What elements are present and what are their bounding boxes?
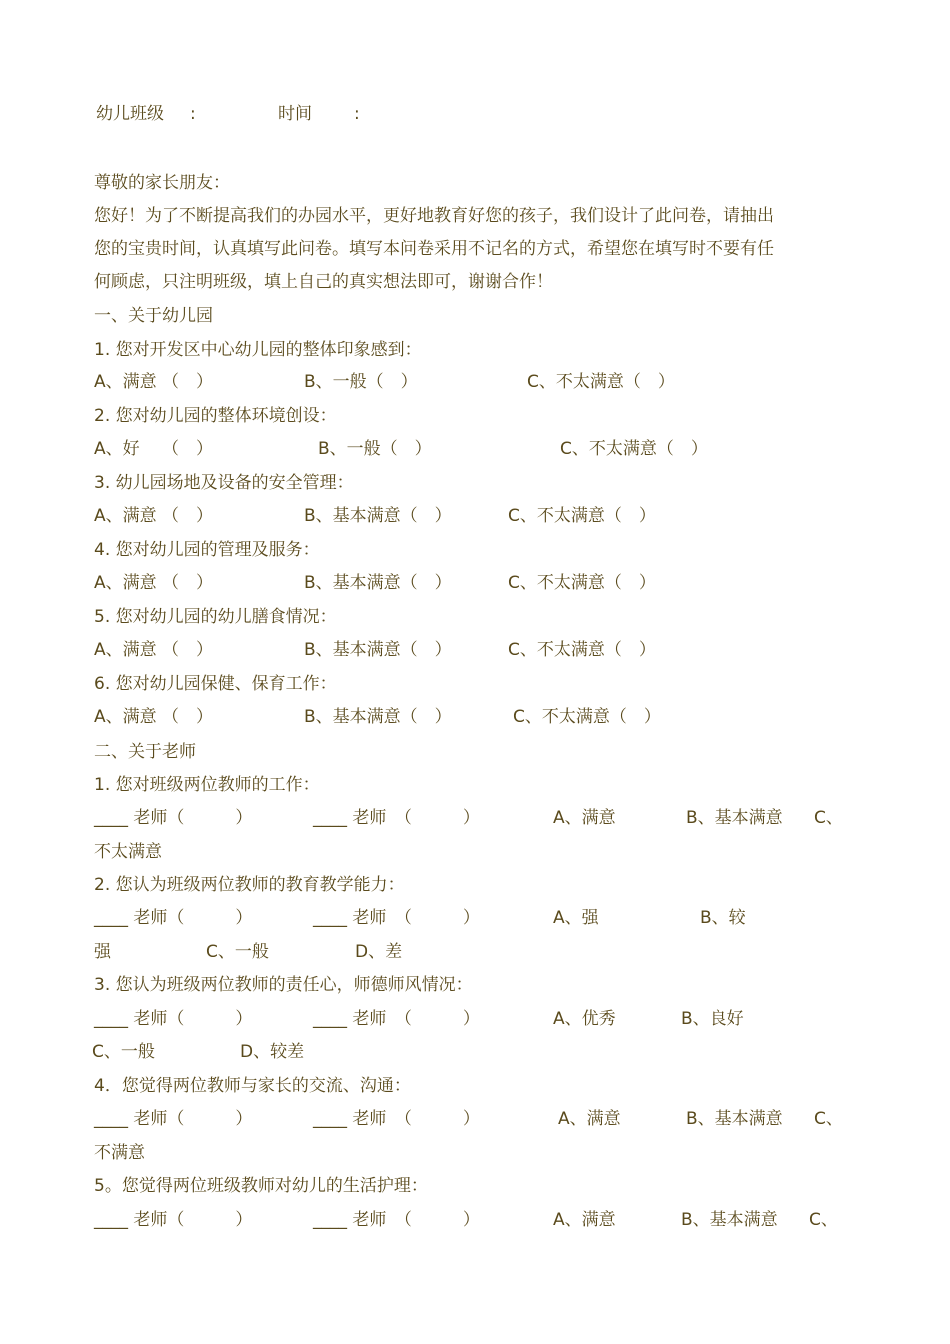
option-c[interactable]: C、 bbox=[814, 808, 843, 828]
teacher-blank-1[interactable]: ____ 老师（ ） bbox=[94, 1009, 253, 1029]
option-a[interactable]: A、强 bbox=[553, 908, 599, 928]
question-text: 5。您觉得两位班级教师对幼儿的生活护理： bbox=[94, 1176, 428, 1196]
option-b[interactable]: B、较 bbox=[700, 908, 746, 928]
answer-options-row bbox=[0, 906, 950, 930]
question-text: 1. 您对班级两位教师的工作： bbox=[94, 775, 320, 795]
question-text: 2. 您对幼儿园的整体环境创设： bbox=[94, 406, 337, 426]
option-c[interactable]: C、一般 bbox=[92, 1042, 155, 1062]
option-b[interactable]: B、一般（ ） bbox=[318, 439, 432, 459]
answer-options-row bbox=[0, 370, 950, 394]
option-a[interactable]: A、满意 bbox=[553, 808, 616, 828]
option-a[interactable]: A、满意 （ ） bbox=[94, 372, 214, 392]
time-label: 时间 bbox=[278, 104, 312, 124]
class-label: 幼儿班级 bbox=[96, 104, 164, 124]
option-c[interactable]: C、一般 bbox=[206, 942, 269, 962]
answer-options-row bbox=[0, 1107, 950, 1131]
question-text: 6. 您对幼儿园保健、保育工作： bbox=[94, 674, 337, 694]
answer-options-row bbox=[0, 806, 950, 830]
option-d[interactable]: D、较差 bbox=[240, 1042, 305, 1062]
greeting: 尊敬的家长朋友： bbox=[94, 173, 230, 193]
option-a[interactable]: A、满意 （ ） bbox=[94, 573, 214, 593]
option-b[interactable]: B、一般（ ） bbox=[304, 372, 418, 392]
option-c[interactable]: C、不太满意（ ） bbox=[513, 707, 661, 727]
intro-line-3: 何顾虑，只注明班级，填上自己的真实想法即可，谢谢合作！ bbox=[94, 272, 553, 292]
option-b[interactable]: B、基本满意 bbox=[686, 1109, 783, 1129]
teacher-blank-2[interactable]: ____ 老师 （ ） bbox=[313, 808, 480, 828]
question-text: 4．您觉得两位教师与家长的交流、沟通： bbox=[94, 1076, 411, 1096]
answer-options-row bbox=[0, 705, 950, 729]
answer-options-row bbox=[0, 437, 950, 461]
answer-options-row bbox=[0, 571, 950, 595]
answer-options-row bbox=[0, 504, 950, 528]
class-colon: : bbox=[190, 104, 196, 124]
option-a[interactable]: A、满意 （ ） bbox=[94, 707, 214, 727]
question-text: 3. 您认为班级两位教师的责任心，师德师风情况： bbox=[94, 975, 473, 995]
option-c-continued: 不太满意 bbox=[94, 842, 162, 862]
answer-options-row bbox=[0, 638, 950, 662]
teacher-blank-2[interactable]: ____ 老师 （ ） bbox=[313, 908, 480, 928]
option-a[interactable]: A、满意 bbox=[558, 1109, 621, 1129]
section-title-kindergarten: 一、关于幼儿园 bbox=[94, 306, 213, 326]
option-a[interactable]: A、满意 bbox=[553, 1210, 616, 1230]
option-b[interactable]: B、基本满意 bbox=[681, 1210, 778, 1230]
option-b[interactable]: B、基本满意 bbox=[686, 808, 783, 828]
teacher-blank-1[interactable]: ____ 老师（ ） bbox=[94, 1210, 253, 1230]
option-b[interactable]: B、基本满意（ ） bbox=[304, 640, 452, 660]
option-a[interactable]: A、好 （ ） bbox=[94, 439, 214, 459]
intro-line-1: 您好！为了不断提高我们的办园水平，更好地教育好您的孩子，我们设计了此问卷，请抽出 bbox=[94, 206, 774, 226]
answer-options-row bbox=[0, 940, 950, 964]
intro-line-2: 您的宝贵时间，认真填写此问卷。填写本问卷采用不记名的方式，希望您在填写时不要有任 bbox=[94, 239, 774, 259]
option-b[interactable]: B、基本满意（ ） bbox=[304, 573, 452, 593]
answer-options-row bbox=[0, 1007, 950, 1031]
option-c[interactable]: C、不太满意（ ） bbox=[508, 640, 656, 660]
question-text: 3. 幼儿园场地及设备的安全管理： bbox=[94, 473, 354, 493]
option-b-continued: 强 bbox=[94, 942, 111, 962]
question-text: 5. 您对幼儿园的幼儿膳食情况： bbox=[94, 607, 337, 627]
option-b[interactable]: B、良好 bbox=[681, 1009, 744, 1029]
option-c[interactable]: C、 bbox=[814, 1109, 843, 1129]
teacher-blank-2[interactable]: ____ 老师 （ ） bbox=[313, 1210, 480, 1230]
teacher-blank-1[interactable]: ____ 老师（ ） bbox=[94, 1109, 253, 1129]
option-a[interactable]: A、满意 （ ） bbox=[94, 506, 214, 526]
teacher-blank-1[interactable]: ____ 老师（ ） bbox=[94, 808, 253, 828]
option-b[interactable]: B、基本满意（ ） bbox=[304, 707, 452, 727]
answer-options-row bbox=[0, 1040, 950, 1064]
time-colon: : bbox=[354, 104, 360, 124]
question-text: 1. 您对开发区中心幼儿园的整体印象感到： bbox=[94, 340, 422, 360]
option-c[interactable]: C、 bbox=[809, 1210, 838, 1230]
option-a[interactable]: A、优秀 bbox=[553, 1009, 616, 1029]
option-c[interactable]: C、不太满意（ ） bbox=[527, 372, 675, 392]
option-c[interactable]: C、不太满意（ ） bbox=[560, 439, 708, 459]
teacher-blank-2[interactable]: ____ 老师 （ ） bbox=[313, 1009, 480, 1029]
option-c-continued: 不满意 bbox=[94, 1143, 145, 1163]
option-c[interactable]: C、不太满意（ ） bbox=[508, 506, 656, 526]
option-c[interactable]: C、不太满意（ ） bbox=[508, 573, 656, 593]
teacher-blank-1[interactable]: ____ 老师（ ） bbox=[94, 908, 253, 928]
section-title-teachers: 二、关于老师 bbox=[94, 742, 196, 762]
option-a[interactable]: A、满意 （ ） bbox=[94, 640, 214, 660]
question-text: 4. 您对幼儿园的管理及服务： bbox=[94, 540, 320, 560]
teacher-blank-2[interactable]: ____ 老师 （ ） bbox=[313, 1109, 480, 1129]
option-d[interactable]: D、差 bbox=[355, 942, 403, 962]
question-text: 2. 您认为班级两位教师的教育教学能力： bbox=[94, 875, 405, 895]
option-b[interactable]: B、基本满意（ ） bbox=[304, 506, 452, 526]
answer-options-row bbox=[0, 1208, 950, 1232]
